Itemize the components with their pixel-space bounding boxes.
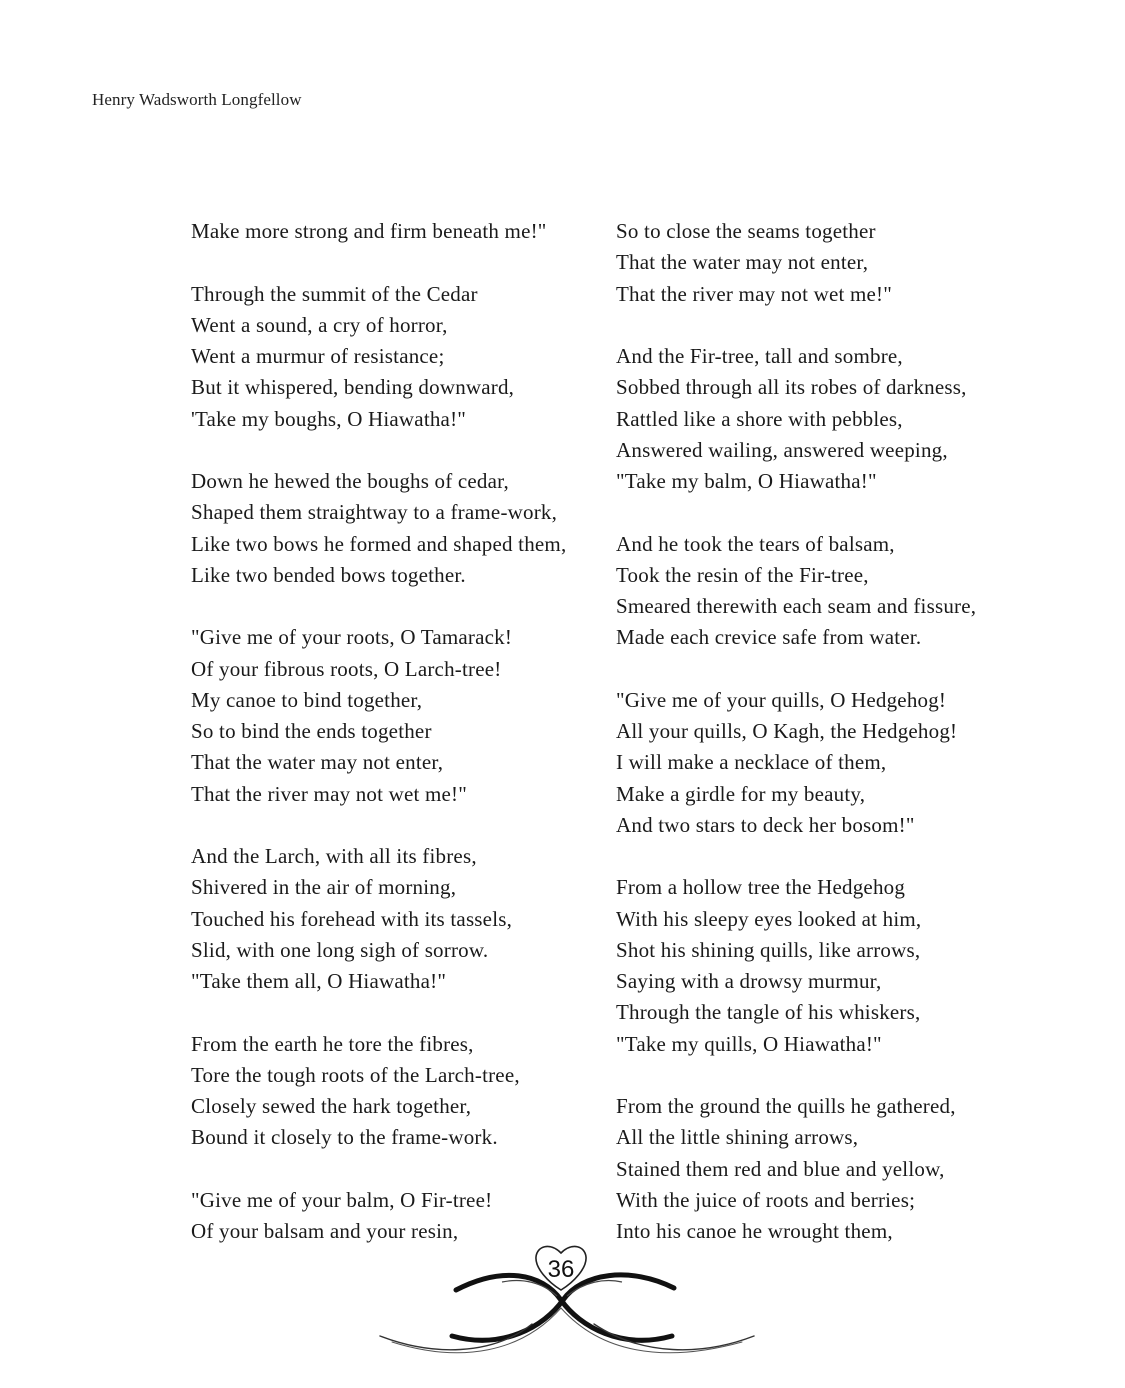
poem-line: All the little shining arrows, (616, 1125, 859, 1150)
stanza-break (191, 591, 606, 622)
stanza-break (616, 497, 1036, 528)
stanza-break (191, 247, 606, 278)
poem-line: Took the resin of the Fir-tree, (616, 562, 869, 587)
poem-line: From the ground the quills he gathered, (616, 1094, 956, 1118)
poem-line: Bound it closely to the frame-work. (191, 1125, 498, 1150)
poem-line: Like two bows he formed and shaped them, (191, 531, 567, 556)
poem-line: But it whispered, bending downward, (191, 375, 515, 400)
poem-line: Of your balsam and your resin, (191, 1219, 459, 1243)
poem-line: "Give me of your balm, O Fir-tree! (191, 1187, 493, 1212)
poem-line: I will make a necklace of them, (616, 750, 887, 775)
poem-line: Went a sound, a cry of horror, (191, 312, 448, 337)
poem-line: "Give me of your quills, O Hedgehog! (616, 687, 947, 712)
poem-line: With the juice of roots and berries; (616, 1187, 916, 1212)
stanza-break (191, 810, 606, 841)
poem-line: Made each crevice safe from water. (616, 625, 922, 650)
poem-line: Make a girdle for my beauty, (616, 781, 866, 806)
poem-line: "Take them all, O Hiawatha!" (191, 969, 447, 993)
poem-line: Went a murmur of resistance; (191, 344, 445, 368)
running-head-author: Henry Wadsworth Longfellow (92, 90, 302, 109)
poem-line: Of your fibrous roots, O Larch-tree! (191, 656, 502, 681)
poem-line: So to close the seams together (616, 219, 876, 243)
poem-line: Like two bended bows together. (191, 562, 466, 587)
stanza-break (616, 654, 1036, 685)
poem-line: Touched his forehead with its tassels, (191, 906, 513, 931)
stanza-break (616, 841, 1036, 872)
poem-line: And he took the tears of balsam, (616, 531, 895, 556)
poem-line: That the river may not wet me!" (191, 781, 468, 806)
page-number: 36 (547, 1256, 575, 1283)
poem-line: And the Larch, with all its fibres, (191, 844, 477, 868)
poem-line: "Take my balm, O Hiawatha!" (616, 469, 877, 493)
poem-line: "Give me of your roots, O Tamarack! (191, 625, 513, 650)
poem-line: From a hollow tree the Hedgehog (616, 875, 906, 900)
stanza-break (191, 435, 606, 466)
poem-line: Stained them red and blue and yellow, (616, 1156, 945, 1181)
poem-line: From the earth he tore the fibres, (191, 1031, 474, 1056)
poem-line: So to bind the ends together (191, 719, 432, 743)
poem-column-right (616, 216, 1036, 1247)
poem-line: All your quills, O Kagh, the Hedgehog! (616, 719, 958, 743)
poem-line: That the water may not enter, (191, 750, 444, 775)
poem-line: Into his canoe he wrought them, (616, 1219, 893, 1243)
poem-line: 'Take my boughs, O Hiawatha!" (191, 406, 467, 431)
poem-column-left (191, 216, 606, 1247)
poem-line: Through the summit of the Cedar (191, 281, 478, 306)
poem-line: Saying with a drowsy murmur, (616, 969, 882, 993)
poem-line: Rattled like a shore with pebbles, (616, 406, 903, 431)
stanza-break (616, 1060, 1036, 1091)
poem-line: And the Fir-tree, tall and sombre, (616, 344, 903, 368)
poem-line: My canoe to bind together, (191, 687, 423, 712)
poem-line: Closely sewed the hark together, (191, 1094, 472, 1118)
poem-line: Tore the tough roots of the Larch-tree, (191, 1062, 520, 1087)
poem-line: Answered wailing, answered weeping, (616, 437, 948, 462)
poem-line: Smeared therewith each seam and fissure, (616, 594, 977, 618)
poem-line: Make more strong and firm beneath me!" (191, 219, 547, 243)
poem-line: Shaped them straightway to a frame-work, (191, 500, 558, 525)
poem-line: Slid, with one long sigh of sorrow. (191, 937, 489, 962)
poem-line: With his sleepy eyes looked at him, (616, 906, 922, 931)
poem-line: That the river may not wet me!" (616, 281, 893, 306)
stanza-break (191, 997, 606, 1028)
poem-line: Shot his shining quills, like arrows, (616, 937, 921, 962)
poem-line: Through the tangle of his whiskers, (616, 1000, 921, 1025)
stanza-break (616, 310, 1036, 341)
poem-line: That the water may not enter, (616, 250, 869, 275)
poem-line: Shivered in the air of morning, (191, 875, 457, 900)
stanza-break (191, 1154, 606, 1185)
poem-line: Down he hewed the boughs of cedar, (191, 469, 509, 493)
poem-line: Sobbed through all its robes of darkness, (616, 375, 967, 400)
poem-line: "Take my quills, O Hiawatha!" (616, 1031, 882, 1056)
poem-line: And two stars to deck her bosom!" (616, 812, 915, 837)
